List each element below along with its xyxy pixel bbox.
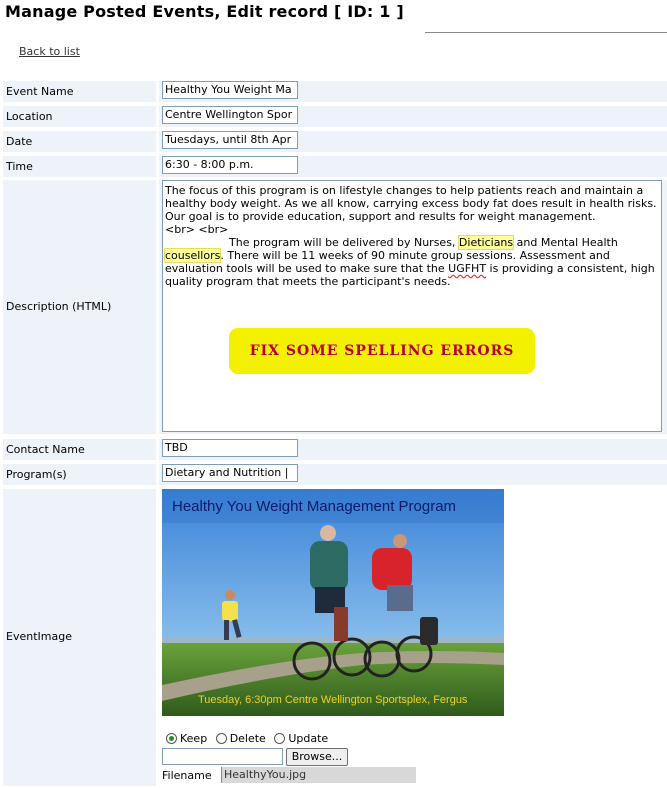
image-caption-text: Tuesday, 6:30pm Centre Wellington Sportsplex, Fergus: [198, 694, 468, 706]
title-divider: [425, 32, 667, 33]
description-text-2a: The program will be delivered by Nurses,: [229, 236, 459, 249]
image-title-text: Healthy You Weight Management Program: [172, 498, 457, 515]
misspelling-cousellors: cousellors: [165, 249, 221, 262]
keep-radio[interactable]: [166, 733, 177, 744]
description-label: Description (HTML): [3, 180, 156, 434]
event-name-label: Event Name: [3, 81, 156, 102]
description-br-tags: <br> <br>: [165, 223, 229, 236]
page-title: Manage Posted Events, Edit record [ ID: 1 ]: [5, 2, 404, 21]
event-image-photo: [162, 489, 504, 716]
image-file-input[interactable]: [162, 748, 283, 765]
back-to-list-link[interactable]: Back to list: [19, 45, 80, 58]
event-name-input[interactable]: Healthy You Weight Ma: [162, 81, 298, 99]
location-label: Location: [3, 106, 156, 127]
location-input[interactable]: Centre Wellington Spor: [162, 106, 298, 124]
filename-label: Filename: [162, 769, 212, 782]
keep-label: Keep: [180, 732, 208, 745]
programs-label: Program(s): [3, 464, 156, 485]
image-action-radios: [166, 732, 328, 746]
contact-name-input[interactable]: TBD: [162, 439, 298, 457]
flagged-word-ugfht: UGFHT: [448, 262, 487, 275]
misspelling-dieticians: Dieticians: [458, 236, 514, 249]
delete-label: Delete: [229, 732, 266, 745]
description-textarea[interactable]: [162, 180, 662, 432]
delete-radio[interactable]: [216, 733, 227, 744]
time-input[interactable]: 6:30 - 8:00 p.m.: [162, 156, 298, 174]
eventimage-label: EventImage: [3, 489, 156, 786]
contact-name-label: Contact Name: [3, 439, 156, 460]
time-label: Time: [3, 156, 156, 177]
description-text-2c: . There will be 11 weeks of 90 minute group sessions. Assessment and evaluation tools will be used to make sure that the: [165, 249, 610, 275]
description-text-2b: and Mental Health: [513, 236, 618, 249]
programs-input[interactable]: Dietary and Nutrition |: [162, 464, 298, 482]
update-radio[interactable]: [274, 733, 285, 744]
filename-value: HealthyYou.jpg: [221, 767, 416, 783]
description-paragraph-1: The focus of this program is on lifestyle changes to help patients reach and maintain a healthy body weight. As we all know, carrying excess body fat does result in health risks. Our goal is to provide education, support and results for weight management.: [165, 184, 657, 223]
update-label: Update: [288, 732, 329, 745]
description-text-2d: is providing a consistent, high quality program that meets the participant's needs.: [165, 262, 655, 288]
fix-spelling-annotation: FIX SOME SPELLING ERRORS: [229, 328, 535, 374]
date-label: Date: [3, 131, 156, 152]
browse-button[interactable]: Browse...: [286, 748, 348, 766]
date-input[interactable]: Tuesdays, until 8th Apr: [162, 131, 298, 149]
